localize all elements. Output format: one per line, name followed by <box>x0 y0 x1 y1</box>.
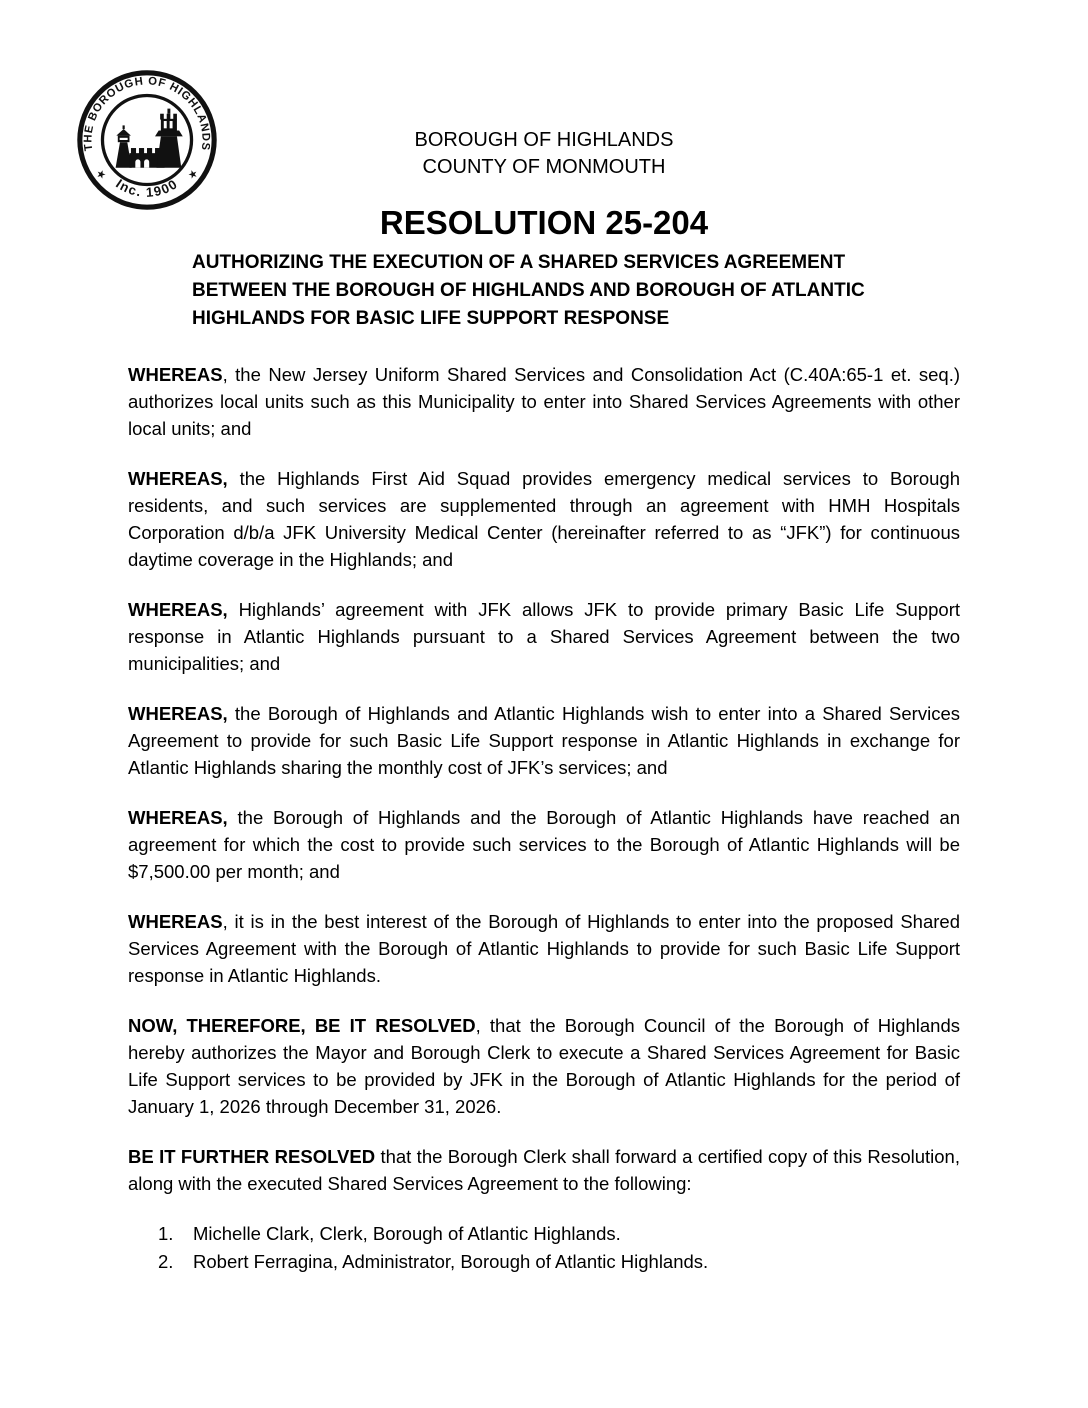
whereas-clause-3 <box>128 596 960 677</box>
clause-lead: WHEREAS <box>128 364 223 385</box>
clause-text: , that the Borough Council of the Borough of Highlands hereby authorizes the Mayor and Borough Clerk to execute a Shared Services Agreement for Basic Life Support services to be provided by JFK in the Borough of Atlantic Highlands for the period of January 1, 2026 through December 31, 2026. <box>128 1015 960 1117</box>
resolution-title: RESOLUTION 25-204 <box>379 204 709 241</box>
list-item-text: Michelle Clark, Clerk, Borough of Atlantic Highlands. <box>193 1223 621 1244</box>
star-icon: ★ <box>93 167 110 183</box>
recipient-list <box>128 1220 960 1276</box>
further-resolved-clause <box>128 1143 960 1197</box>
list-item <box>128 1220 960 1248</box>
borough-seal <box>74 66 220 214</box>
seal-inner-ring <box>102 95 191 184</box>
whereas-clause-2 <box>128 465 960 573</box>
seal-year-text: Inc. 1900 <box>113 175 181 200</box>
list-item-number: 1. <box>158 1223 174 1244</box>
whereas-clause-6 <box>128 908 960 989</box>
resolution-body <box>128 361 960 1276</box>
list-item-text: Robert Ferragina, Administrator, Borough of Atlantic Highlands. <box>193 1251 709 1272</box>
clause-text: the Highlands First Aid Squad provides emergency medical services to Borough residents, and such services are supplemented through an agreement with HMH Hospitals Corporation d/b/a JFK University Medical Center (hereinafter referred to as “JFK”) for continuous daytime coverage in the Highlands; and <box>128 468 960 570</box>
clause-lead: WHEREAS, <box>128 468 228 489</box>
whereas-clause-5 <box>128 804 960 885</box>
clause-text: , the New Jersey Uniform Shared Services and Consolidation Act (C.40A:65-1 et. seq.) authorizes local units such as this Municipality to enter into Shared Services Agreements with other local units; and <box>128 364 960 439</box>
clause-text: the Borough of Highlands and Atlantic Highlands wish to enter into a Shared Services Agreement to provide for such Basic Life Support response in Atlantic Highlands in exchange for Atlantic Highlands sharing the monthly cost of JFK’s services; and <box>128 703 960 778</box>
clause-text: the Borough of Highlands and the Borough of Atlantic Highlands have reached an agreement for which the cost to provide such services to the Borough of Atlantic Highlands will be $7,500.00 per month; and <box>128 807 960 882</box>
clause-lead: WHEREAS <box>128 911 223 932</box>
seal-ring-text: THE BOROUGH OF HIGHLANDS <box>82 75 212 152</box>
whereas-clause-4 <box>128 700 960 781</box>
clause-text: Highlands’ agreement with JFK allows JFK to provide primary Basic Life Support response in Atlantic Highlands pursuant to a Shared Services Agreement between the two municipalities; and <box>128 599 960 674</box>
clause-lead: WHEREAS, <box>128 703 228 724</box>
clause-lead: WHEREAS, <box>128 599 228 620</box>
star-icon: ★ <box>184 167 201 183</box>
resolved-clause <box>128 1012 960 1120</box>
lighthouse-castle-icon <box>116 109 183 168</box>
header-borough-line: BOROUGH OF HIGHLANDS <box>414 129 674 151</box>
whereas-clause-1 <box>128 361 960 442</box>
clause-lead: WHEREAS, <box>128 807 228 828</box>
list-item <box>128 1248 960 1276</box>
list-item-number: 2. <box>158 1251 174 1272</box>
header-county-line: COUNTY OF MONMOUTH <box>422 156 666 178</box>
clause-text: that the Borough Clerk shall forward a certified copy of this Resolution, along with the executed Shared Services Agreement to the following: <box>128 1146 960 1194</box>
clause-lead: NOW, THEREFORE, BE IT RESOLVED <box>128 1015 476 1036</box>
resolution-subtitle: AUTHORIZING THE EXECUTION OF A SHARED SERVICES AGREEMENT BETWEEN THE BOROUGH OF HIGHLANDS AND BOROUGH OF ATLANTIC HIGHLANDS FOR BASIC LIFE SUPPORT RESPONSE <box>192 252 865 329</box>
clause-lead: BE IT FURTHER RESOLVED <box>128 1146 376 1167</box>
clause-text: , it is in the best interest of the Borough of Highlands to enter into the proposed Shared Services Agreement with the Borough of Atlantic Highlands to provide for such Basic Life Support response in Atlantic Highlands. <box>128 911 960 986</box>
